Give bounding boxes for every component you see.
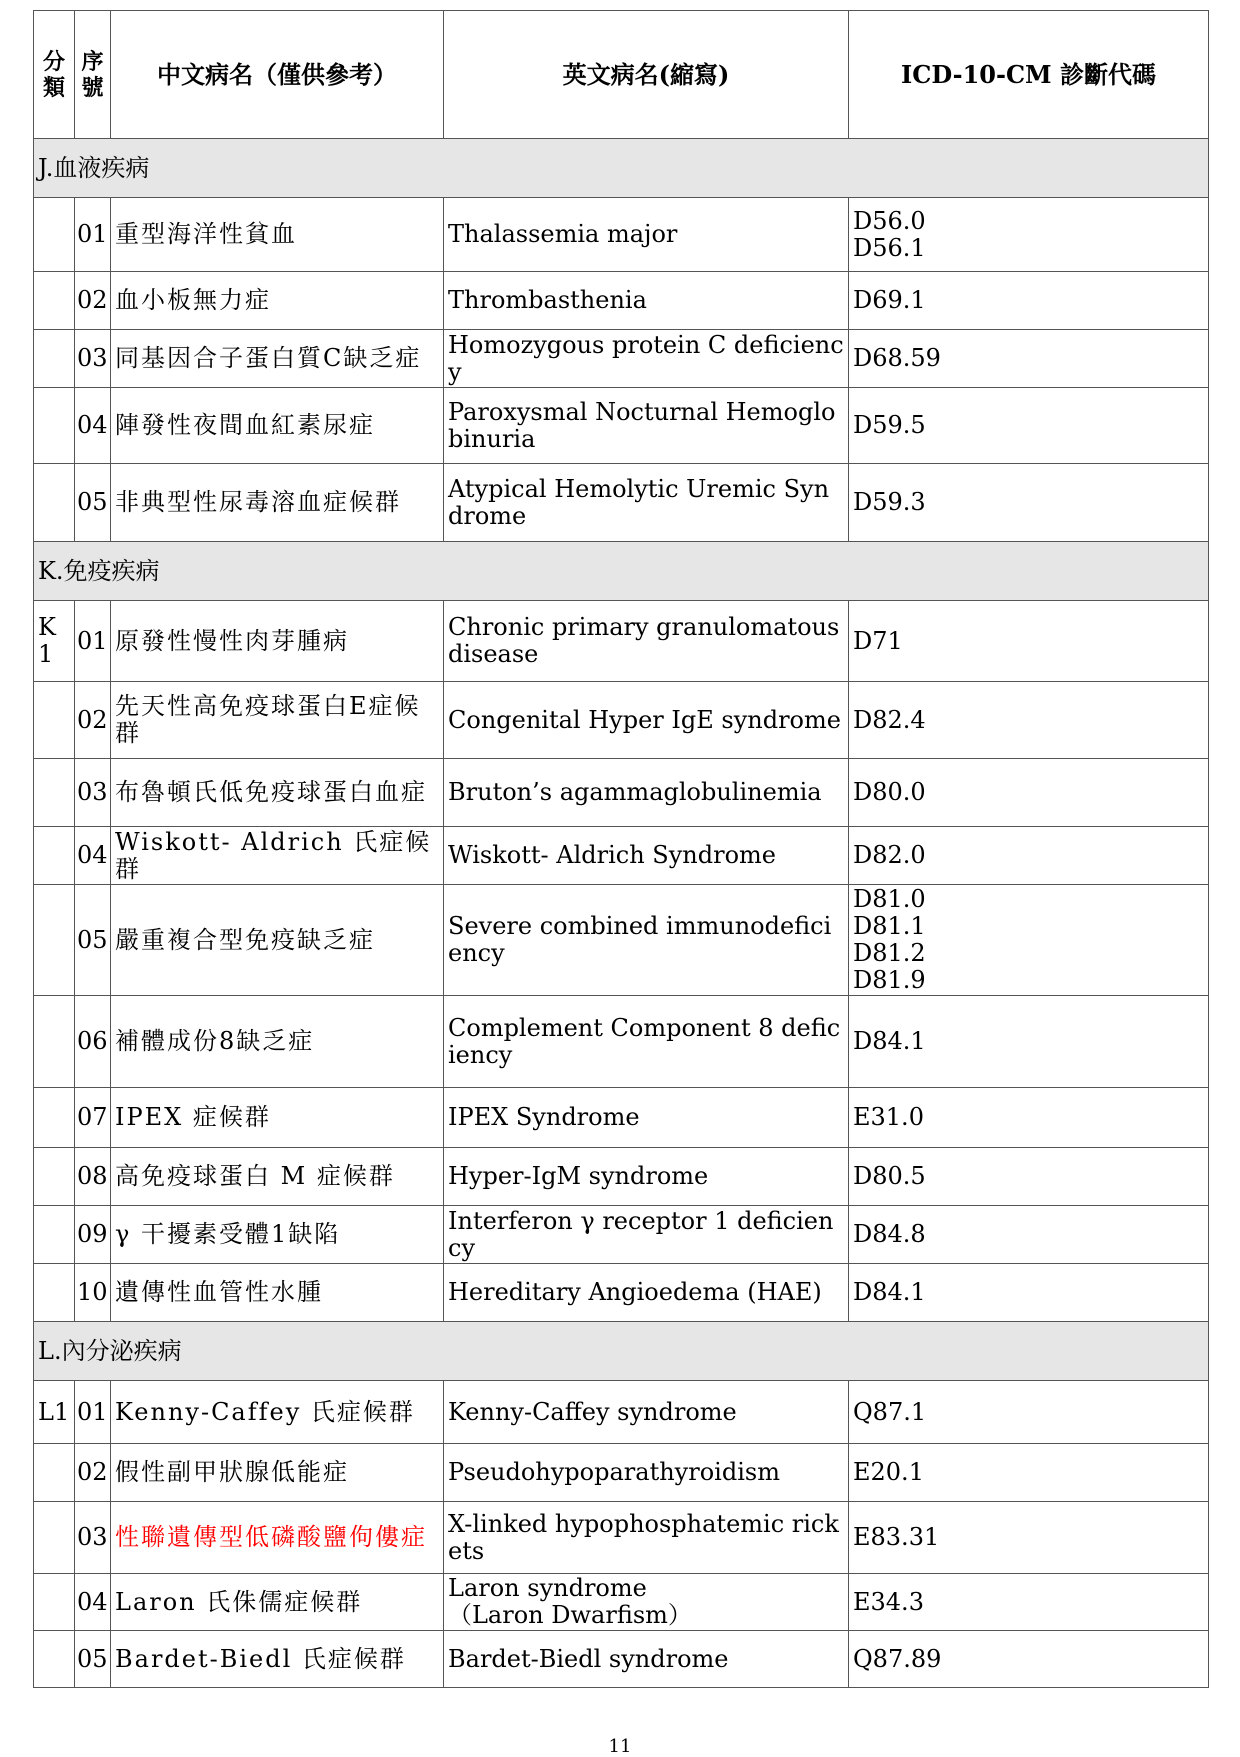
english-name-cell: Laron syndrome （Laron Dwarfism） (444, 1574, 849, 1631)
icd-code: D84.8 (853, 1220, 926, 1248)
section-title: K.免疫疾病 (34, 542, 1209, 601)
category-cell (34, 996, 75, 1088)
icd-code: E31.0 (853, 1103, 924, 1131)
seq-cell: 04 (75, 388, 111, 464)
icd-code-cell (849, 759, 1209, 827)
table-row (34, 388, 1209, 464)
icd-code-cell (849, 388, 1209, 464)
icd-code: E34.3 (853, 1587, 924, 1616)
category-cell (34, 1631, 75, 1688)
seq-cell: 05 (75, 1631, 111, 1688)
category-cell (34, 1444, 75, 1502)
icd-code-cell (849, 1574, 1209, 1631)
seq-cell: 02 (75, 272, 111, 330)
english-name-cell: Wiskott- Aldrich Syndrome (444, 827, 849, 885)
page-number: 11 (608, 1736, 632, 1757)
seq-cell: 02 (75, 682, 111, 759)
icd-code: D84.1 (853, 1278, 926, 1306)
category-cell (34, 827, 75, 885)
english-name-cell: Complement Component 8 deficiency (444, 996, 849, 1088)
english-name-cell: Bardet-Biedl syndrome (444, 1631, 849, 1688)
icd-code: D81.9 (853, 966, 926, 994)
chinese-name-cell: 補體成份8缺乏症 (111, 996, 444, 1088)
english-name-cell: Thalassemia major (444, 198, 849, 272)
seq-cell: 05 (75, 885, 111, 996)
english-name-cell: Hereditary Angioedema (HAE) (444, 1264, 849, 1322)
icd-code: D59.3 (853, 488, 926, 516)
chinese-name-cell: 假性副甲狀腺低能症 (111, 1444, 444, 1502)
header-icd-code: ICD-10-CM 診斷代碼 (849, 11, 1209, 139)
table-row (34, 1206, 1209, 1264)
english-name-cell: Interferon γ receptor 1 deficiency (444, 1206, 849, 1264)
table-row (34, 1148, 1209, 1206)
category-cell: K1 (34, 601, 75, 682)
icd-code-cell (849, 682, 1209, 759)
icd-code-cell (849, 1444, 1209, 1502)
chinese-name-cell: Laron 氏侏儒症候群 (111, 1574, 444, 1631)
chinese-name-cell: 同基因合子蛋白質C缺乏症 (111, 330, 444, 388)
chinese-name-cell: 原發性慢性肉芽腫病 (111, 601, 444, 682)
category-cell (34, 885, 75, 996)
section-row (34, 542, 1209, 601)
chinese-name-cell: 血小板無力症 (111, 272, 444, 330)
table-row (34, 601, 1209, 682)
table-row (34, 1444, 1209, 1502)
seq-cell: 04 (75, 1574, 111, 1631)
chinese-name-cell: 性聯遺傳型低磷酸鹽佝僂症 (111, 1502, 444, 1574)
seq-cell: 06 (75, 996, 111, 1088)
icd-code-cell (849, 1381, 1209, 1444)
icd-code: Q87.1 (853, 1397, 927, 1426)
icd-code: Q87.89 (853, 1644, 942, 1673)
table-row (34, 1381, 1209, 1444)
icd-code-cell (849, 1502, 1209, 1574)
english-name-cell: Kenny-Caffey syndrome (444, 1381, 849, 1444)
icd-code: E20.1 (853, 1458, 924, 1486)
chinese-name-cell: 遺傳性血管性水腫 (111, 1264, 444, 1322)
icd-code: D71 (853, 626, 903, 655)
category-cell (34, 1206, 75, 1264)
header-english-name: 英文病名(縮寫) (444, 11, 849, 139)
header-category: 分類 (34, 11, 75, 139)
icd-code: D56.1 (853, 233, 926, 262)
chinese-name-cell: γ 干擾素受體1缺陷 (111, 1206, 444, 1264)
table-row (34, 827, 1209, 885)
icd-code: D59.5 (853, 411, 926, 439)
category-cell (34, 1574, 75, 1631)
chinese-name-cell: 先天性高免疫球蛋白E症候群 (111, 682, 444, 759)
category-cell (34, 1502, 75, 1574)
icd-code-cell (849, 330, 1209, 388)
icd-code: D68.59 (853, 344, 941, 372)
category-cell (34, 330, 75, 388)
icd-code-cell (849, 1631, 1209, 1688)
chinese-name-cell: 陣發性夜間血紅素尿症 (111, 388, 444, 464)
icd-code: D82.0 (853, 841, 926, 869)
seq-cell: 08 (75, 1148, 111, 1206)
icd-code: D81.2 (853, 939, 926, 967)
english-name-cell: Bruton’s agammaglobulinemia (444, 759, 849, 827)
english-name-cell: Severe combined immunodeficiency (444, 885, 849, 996)
icd-code: D84.1 (853, 1027, 926, 1055)
english-name-cell: X-linked hypophosphatemic rickets (444, 1502, 849, 1574)
english-name-cell: Chronic primary granulomatous disease (444, 601, 849, 682)
table-row (34, 996, 1209, 1088)
category-cell (34, 1148, 75, 1206)
seq-cell: 01 (75, 601, 111, 682)
chinese-name-cell: 嚴重複合型免疫缺乏症 (111, 885, 444, 996)
english-name-cell: Congenital Hyper IgE syndrome (444, 682, 849, 759)
category-cell (34, 1264, 75, 1322)
category-cell: L1 (34, 1381, 75, 1444)
icd-code-cell (849, 601, 1209, 682)
table-row (34, 330, 1209, 388)
icd-code-cell (849, 1206, 1209, 1264)
icd-code: D81.1 (853, 912, 926, 940)
english-name-cell: Thrombasthenia (444, 272, 849, 330)
table-row (34, 759, 1209, 827)
table-row (34, 1631, 1209, 1688)
category-cell (34, 759, 75, 827)
table-row (34, 1502, 1209, 1574)
chinese-name-cell: 非典型性尿毒溶血症候群 (111, 464, 444, 542)
icd-code: D80.0 (853, 778, 926, 806)
icd-code: D69.1 (853, 286, 926, 314)
category-cell (34, 272, 75, 330)
icd-code: D81.0 (853, 885, 926, 913)
icd-code: D56.0 (853, 206, 926, 235)
seq-cell: 02 (75, 1444, 111, 1502)
table-header-row (34, 11, 1209, 139)
icd-code-cell (849, 1264, 1209, 1322)
icd-code: E83.31 (853, 1523, 940, 1551)
table-row (34, 1088, 1209, 1148)
section-title: L.內分泌疾病 (34, 1322, 1209, 1381)
english-name-cell: Pseudohypoparathyroidism (444, 1444, 849, 1502)
chinese-name-cell: Wiskott- Aldrich 氏症候群 (111, 827, 444, 885)
section-row (34, 139, 1209, 198)
icd-code-cell (849, 464, 1209, 542)
chinese-name-cell: 重型海洋性貧血 (111, 198, 444, 272)
seq-cell: 03 (75, 759, 111, 827)
category-cell (34, 388, 75, 464)
icd-code-cell (849, 1088, 1209, 1148)
chinese-name-cell: 高免疫球蛋白 M 症候群 (111, 1148, 444, 1206)
chinese-name-cell: Bardet-Biedl 氏症候群 (111, 1631, 444, 1688)
header-chinese-name: 中文病名（僅供參考） (111, 11, 444, 139)
english-name-cell: Paroxysmal Nocturnal Hemoglobinuria (444, 388, 849, 464)
chinese-name-cell: Kenny-Caffey 氏症候群 (111, 1381, 444, 1444)
icd-code-cell (849, 1148, 1209, 1206)
seq-cell: 03 (75, 330, 111, 388)
icd-code-cell (849, 885, 1209, 996)
icd-code: D82.4 (853, 705, 926, 734)
header-seq: 序號 (75, 11, 111, 139)
seq-cell: 07 (75, 1088, 111, 1148)
table-row (34, 682, 1209, 759)
disease-code-table (33, 10, 1209, 1688)
table-row (34, 198, 1209, 272)
seq-cell: 09 (75, 1206, 111, 1264)
icd-code: D80.5 (853, 1162, 926, 1190)
table-row (34, 272, 1209, 330)
seq-cell: 05 (75, 464, 111, 542)
chinese-name-cell: IPEX 症候群 (111, 1088, 444, 1148)
table-body (34, 139, 1209, 1688)
category-cell (34, 198, 75, 272)
section-row (34, 1322, 1209, 1381)
icd-code-cell (849, 827, 1209, 885)
english-name-cell: Hyper-IgM syndrome (444, 1148, 849, 1206)
english-name-cell: Homozygous protein C deficiency (444, 330, 849, 388)
table-row (34, 1574, 1209, 1631)
english-name-cell: IPEX Syndrome (444, 1088, 849, 1148)
seq-cell: 01 (75, 1381, 111, 1444)
table-row (34, 1264, 1209, 1322)
seq-cell: 03 (75, 1502, 111, 1574)
section-title: J.血液疾病 (34, 139, 1209, 198)
category-cell (34, 464, 75, 542)
category-cell (34, 1088, 75, 1148)
seq-cell: 10 (75, 1264, 111, 1322)
table-row (34, 885, 1209, 996)
category-cell (34, 682, 75, 759)
seq-cell: 01 (75, 198, 111, 272)
seq-cell: 04 (75, 827, 111, 885)
english-name-cell: Atypical Hemolytic Uremic Syndrome (444, 464, 849, 542)
table-row (34, 464, 1209, 542)
icd-code-cell (849, 198, 1209, 272)
icd-code-cell (849, 272, 1209, 330)
chinese-name-cell: 布魯頓氏低免疫球蛋白血症 (111, 759, 444, 827)
icd-code-cell (849, 996, 1209, 1088)
